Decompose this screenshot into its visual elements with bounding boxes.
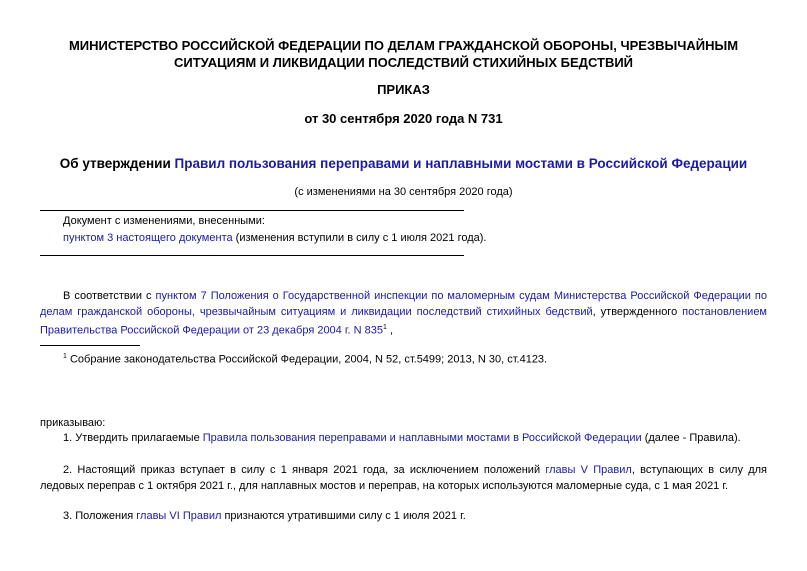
preamble-link2[interactable]: постановлением Правительства Российской Федерации от 23 декабря 2004 г. N 835 (40, 306, 767, 337)
footnote (63, 353, 547, 366)
item3-link[interactable]: главы VI Правил (136, 510, 222, 522)
divider-bottom (40, 255, 464, 256)
footnote-mark: 1 (63, 353, 67, 360)
preamble-link1[interactable]: пунктом 7 Положения о Государственной инспекции по маломерным судам Министерства Российской Федерации по делам гражданской обороны, чрезвычайным ситуациям и ликвидации последствий стихийных бедствий (40, 290, 767, 318)
item3-post: признаются утратившими силу с 1 июля 2021 г. (221, 510, 466, 522)
changes-box-line1: Документ с изменениями, внесенными: (63, 215, 265, 227)
footnote-text: Собрание законодательства Российской Федерации, 2004, N 52, ст.5499; 2013, N 30, ст.4123. (66, 353, 548, 366)
item2-post: , вступающих в силу для ледовых переправ с 1 октября 2021 г., для наплавных мостов и переправ, на которых используются маломерные суда, с 1 мая 2021 г. (40, 464, 767, 492)
ministry-line-2: СИТУАЦИЯМ И ЛИКВИДАЦИИ ПОСЛЕДСТВИЙ СТИХИЙНЫХ БЕДСТВИЙ (173, 55, 634, 70)
preamble-text2: , утвержденного (592, 306, 683, 318)
ministry-line-1: МИНИСТЕРСТВО РОССИЙСКОЙ ФЕДЕРАЦИИ ПО ДЕЛАМ ГРАЖДАНСКОЙ ОБОРОНЫ, ЧРЕЗВЫЧАЙНЫМ (68, 38, 739, 53)
footnote-divider (40, 345, 140, 346)
order-item-2 (40, 462, 767, 494)
item2-link[interactable]: главы V Правил (545, 464, 632, 476)
footnote-ref[interactable]: 1 (383, 324, 387, 331)
changes-suffix: (изменения вступили в силу с 1 июля 2021 года). (232, 232, 487, 244)
item1-pre: 1. Утвердить прилагаемые (63, 432, 203, 444)
divider-top (40, 210, 464, 211)
order-word: приказываю: (40, 417, 106, 429)
document-title (0, 156, 807, 171)
changes-note: (с изменениями на 30 сентября 2020 года) (294, 186, 513, 198)
title-link[interactable]: Правил пользования переправами и наплавными мостами в Российской Федерации (174, 156, 748, 171)
changes-link[interactable]: пунктом 3 настоящего документа (63, 232, 233, 244)
item1-link[interactable]: Правила пользования переправами и наплавными мостами в Российской Федерации (202, 432, 642, 444)
order-item-3 (63, 510, 466, 522)
item1-post: (далее - Правила). (641, 432, 741, 444)
order-item-1 (63, 432, 741, 444)
doc-type: ПРИКАЗ (377, 82, 430, 97)
preamble-text3: , (386, 324, 394, 337)
doc-date-number: от 30 сентября 2020 года N 731 (304, 111, 503, 126)
item3-pre: 3. Положения (63, 510, 137, 522)
changes-box-line2 (63, 232, 487, 244)
preamble-paragraph (40, 288, 767, 339)
item2-pre: 2. Настоящий приказ вступает в силу с 1 января 2021 года, за исключением положений (63, 464, 546, 476)
preamble-text1: В соответствии с (63, 290, 156, 302)
title-prefix: Об утверждении (59, 156, 175, 171)
